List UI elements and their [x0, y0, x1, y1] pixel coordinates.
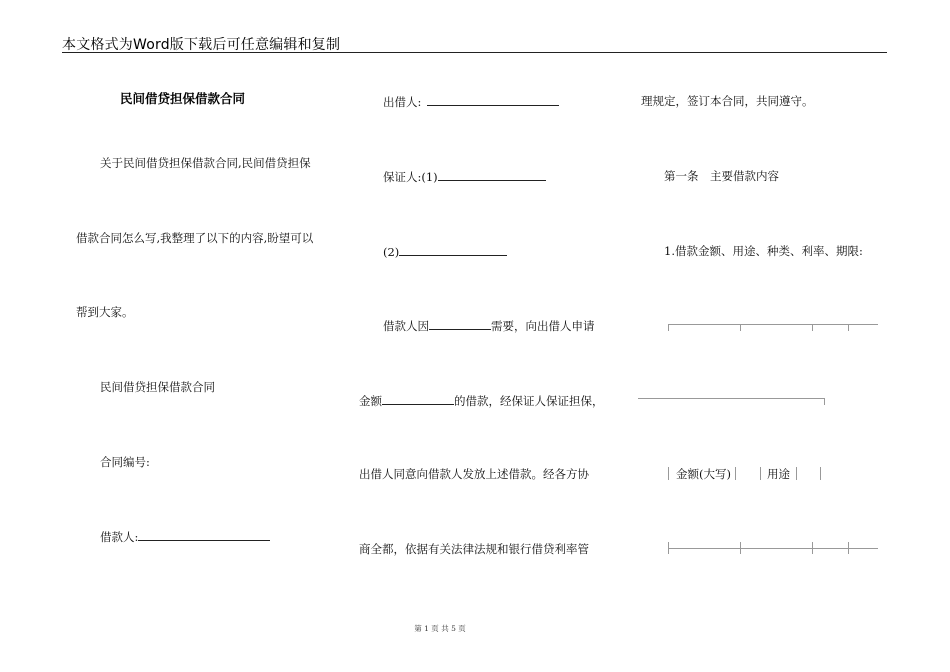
table-tick — [740, 324, 741, 331]
table-tick — [740, 542, 741, 554]
loan-reason-blank — [429, 318, 491, 330]
guarantor-2-label: (2) — [383, 245, 400, 259]
table-tick — [668, 324, 669, 331]
table-cell-border — [796, 467, 797, 480]
table-amount-cell: 金额(大写) — [676, 467, 731, 481]
borrower-blank — [138, 529, 270, 541]
table-tick — [812, 542, 813, 554]
table-tick — [824, 398, 825, 405]
contract-subtitle: 民间借贷担保借款合同 — [100, 380, 215, 394]
intro-line-1: 关于民间借贷担保借款合同,民间借贷担保 — [100, 156, 311, 170]
body-line-4: 商全都，依据有关法律法规和银行借贷利率管 — [359, 542, 589, 556]
guarantor-blank-1 — [438, 169, 546, 181]
guarantor-blank-2 — [399, 244, 507, 256]
table-purpose-cell: 用途 — [767, 467, 790, 481]
intro-line-2: 借款合同怎么写,我整理了以下的内容,盼望可以 — [76, 231, 314, 245]
table-tick — [848, 324, 849, 331]
page-number: 第 1 页 共 5 页 — [414, 624, 466, 633]
loan-amount-text-b: 的借款，经保证人保证担保， — [454, 394, 604, 408]
intro-line-3: 帮到大家。 — [76, 305, 134, 319]
body-line-3: 出借人同意向借款人发放上述借款。经各方协 — [359, 467, 589, 481]
item-1-text: 1.借款金额、用途、种类、利率、期限: — [664, 244, 863, 258]
contract-number-label: 合同编号: — [100, 455, 150, 469]
loan-reason-text-a: 借款人因 — [383, 319, 429, 333]
loan-amount-text-a: 金额 — [359, 394, 382, 408]
body-line-5: 理规定，签订本合同，共同遵守。 — [641, 94, 814, 108]
borrower-label: 借款人: — [100, 530, 139, 544]
contract-title: 民间借贷担保借款合同 — [120, 91, 246, 106]
header-divider — [62, 52, 887, 53]
lender-blank — [427, 94, 559, 106]
guarantor-field — [383, 169, 546, 184]
table-cell-border — [735, 467, 736, 480]
guarantor-label: 保证人:(1) — [383, 170, 438, 184]
table-cell-border — [668, 467, 669, 480]
table-top-rule — [668, 324, 878, 325]
lender-field — [383, 94, 559, 109]
loan-amount-line — [359, 393, 604, 408]
table-tick — [812, 324, 813, 331]
table-cell-border — [820, 467, 821, 480]
table-tick — [668, 542, 669, 554]
loan-reason-line — [383, 318, 595, 333]
borrower-field — [100, 529, 270, 544]
table-tick — [848, 542, 849, 554]
document-header: 本文格式为Word版下载后可任意编辑和复制 — [62, 37, 341, 53]
lender-label: 出借人: — [383, 95, 422, 109]
loan-amount-blank — [382, 393, 454, 405]
table-cell-border — [760, 467, 761, 480]
article-1-heading: 第一条 主要借款内容 — [664, 169, 779, 183]
loan-reason-text-b: 需要，向出借人申请 — [491, 319, 595, 333]
table-bottom-rule — [668, 548, 878, 549]
guarantor-2-field — [383, 244, 507, 259]
table-mid-rule — [638, 398, 824, 399]
